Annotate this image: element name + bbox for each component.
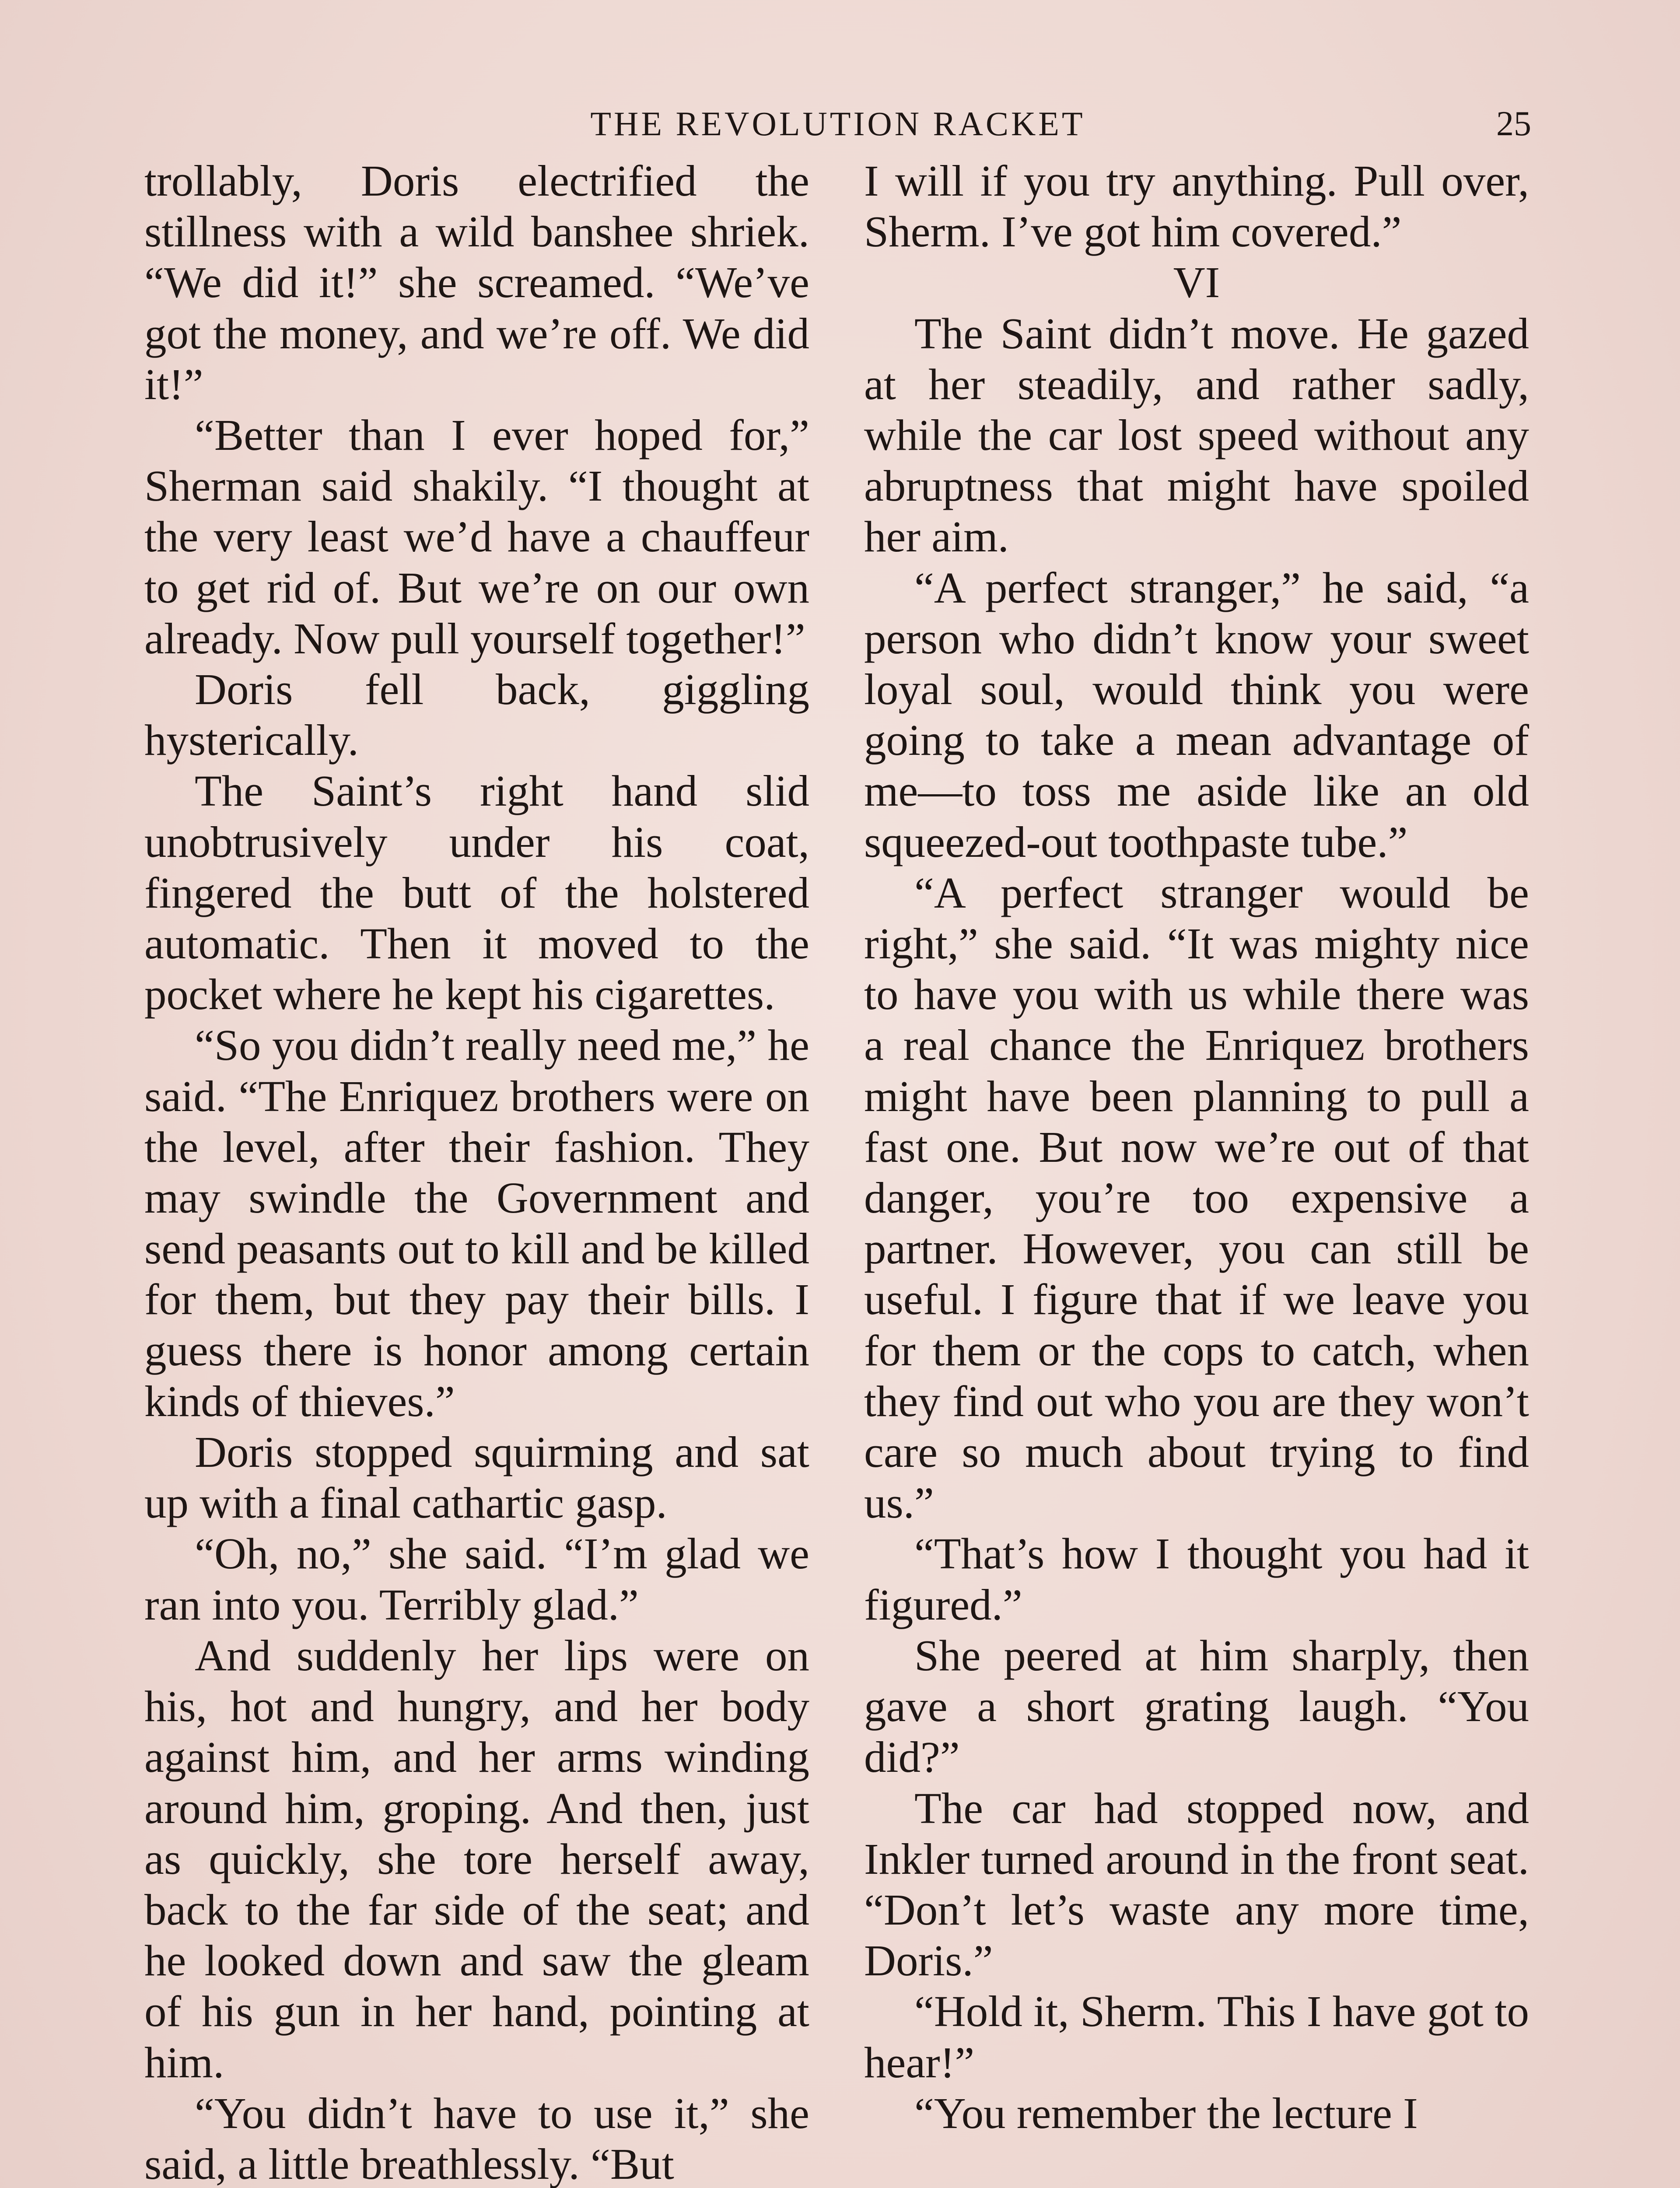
paragraph: Doris stopped squirming and sat up with a final cathartic gasp. xyxy=(144,1427,809,1528)
paragraph: “Hold it, Sherm. This I have got to hear!” xyxy=(864,1987,1529,2087)
paragraph: The car had stopped now, and Inkler turned around in the front seat. “Don’t let’s waste any more time, Doris.” xyxy=(864,1783,1529,1985)
paragraph: “That’s how I thought you had it figured.” xyxy=(864,1529,1529,1629)
paragraph: The Saint’s right hand slid unobtrusively under his coat, fingered the butt of the holstered automatic. Then it moved to the pocket where he kept his cigarettes. xyxy=(144,766,809,1019)
paragraph: “You remember the lecture I xyxy=(914,2088,1418,2138)
running-title: THE REVOLUTION RACKET xyxy=(590,105,1085,143)
paragraph: The Saint didn’t move. He gazed at her steadily, and rather sadly, while the car lost speed without any abruptness that might have spoiled her aim. xyxy=(864,309,1529,561)
page-number: 25 xyxy=(1496,105,1531,143)
right-column xyxy=(864,155,1529,2139)
paragraph: “You didn’t have to use it,” she said, a little breathlessly. “But xyxy=(144,2088,809,2188)
section-heading: VI xyxy=(1173,258,1220,307)
paragraph: trollably, Doris electrified the stillness with a wild banshee shriek. “We did it!” she screamed. “We’ve got the money, and we’re off. We did it!” xyxy=(144,156,809,409)
paragraph: “So you didn’t really need me,” he said. “The Enriquez brothers were on the level, after their fashion. They may swindle the Government and send peasants out to kill and be killed for them, but they pay their bills. I guess there is honor among certain kinds of thieves.” xyxy=(144,1020,809,1426)
left-column xyxy=(144,155,809,2188)
paragraph: “A perfect stranger,” he said, “a person who didn’t know your sweet loyal soul, would think you were going to take a mean advantage of me—to toss me aside like an old squeezed-out toothpaste tube.” xyxy=(864,563,1529,866)
paragraph: “Oh, no,” she said. “I’m glad we ran into you. Terribly glad.” xyxy=(144,1529,809,1629)
paragraph: And suddenly her lips were on his, hot and hungry, and her body against him, and her arms winding around him, groping. And then, just as quickly, she tore herself away, back to the far side of the seat; and he looked down and saw the gleam of his gun in her hand, pointing at him. xyxy=(144,1630,809,2087)
paragraph: Doris fell back, giggling hysterically. xyxy=(144,665,809,765)
paragraph: I will if you try anything. Pull over, Sherm. I’ve got him covered.” xyxy=(864,156,1529,256)
paragraph: She peered at him sharply, then gave a short grating laugh. “You did?” xyxy=(864,1630,1529,1782)
paragraph: “A perfect stranger would be right,” she said. “It was mighty nice to have you with us while there was a real chance the Enriquez brothers might have been planning to pull a fast one. But now we’re out of that danger, you’re too expensive a partner. However, you can still be useful. I figure that if we leave you for them or the cops to catch, when they find out who you are they won’t care so much about trying to find us.” xyxy=(864,868,1529,1528)
page-header xyxy=(144,100,1531,148)
paragraph: “Better than I ever hoped for,” Sherman said shakily. “I thought at the very least we’d have a chauffeur to get rid of. But we’re on our own already. Now pull yourself together!” xyxy=(144,410,809,663)
